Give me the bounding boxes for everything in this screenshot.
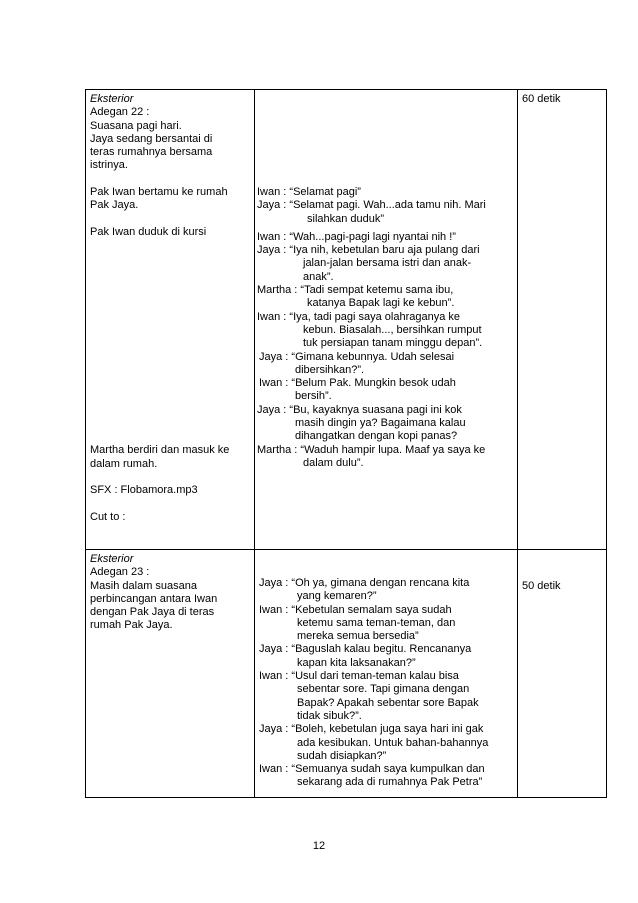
- script-table: [85, 89, 607, 798]
- scene-description-cell: [86, 550, 255, 798]
- desc-line: dengan Pak Jaya di teras: [90, 606, 215, 619]
- dialogue-entry: Iwan : “Iya, tadi pagi saya olahraganya ke kebun. Biasalah..., bersihkan rumput tuk persiapan tanam minggu depan”.: [257, 310, 483, 350]
- dialogue-entry: Iwan : “Wah...pagi-pagi lagi nyantai nih !”: [257, 230, 456, 243]
- dialogue-entry: Iwan : “Usul dari teman-teman kalau bisa sebentar sore. Tapi gimana dengan Bapak? Apakah sebentar sore Bapak tidak sibuk?”.: [259, 670, 479, 722]
- desc-line: Masih dalam suasana: [90, 579, 198, 592]
- duration: 60 detik: [522, 93, 561, 105]
- scene-location: Eksterior: [90, 553, 134, 565]
- dialogue-entry: Jaya : “Boleh, kebetulan juga saya hari ini gak ada kesibukan. Untuk bahan-bahannya sudah disiapkan?”: [259, 723, 489, 762]
- table-row: [86, 550, 607, 798]
- duration: 50 detik: [522, 580, 561, 592]
- dialogue-cell: [255, 550, 518, 798]
- dialogue-entry: Iwan : “Kebetulan semalam saya sudah ketemu sama teman-teman, dan mereka semua bersedia”: [259, 603, 456, 643]
- scene-description-cell: [86, 90, 255, 550]
- desc-line: rumah Pak Jaya.: [90, 619, 173, 632]
- table-row: [86, 90, 607, 550]
- dialogue-entry: Iwan : “Semuanya sudah saya kumpulkan dan sekarang ada di rumahnya Pak Petra”: [259, 763, 485, 789]
- action-line: Pak Jaya.: [90, 199, 139, 212]
- dialogue-entry: Iwan : “Belum Pak. Mungkin besok udah bersih”.: [259, 377, 456, 403]
- dialogue-entry: Jaya : “Iya nih, kebetulan baru aja pulang dari jalan-jalan bersama istri dan anak- anak”.: [257, 244, 480, 283]
- page-number: 12: [312, 840, 326, 852]
- dialogue-entry: Jaya : “Baguslah kalau begitu. Rencananya kapan kita laksanakan?”: [259, 643, 472, 669]
- scene-location: Eksterior: [90, 93, 134, 105]
- scene-number: Adegan 22 :: [90, 106, 150, 119]
- scene-number: Adegan 23 :: [90, 566, 150, 579]
- dialogue-entry: Iwan : “Selamat pagi”: [257, 186, 361, 198]
- dialogue-entry: Jaya : “Gimana kebunnya. Udah selesai dibersihkan?”.: [259, 350, 455, 376]
- dialogue-entry: Jaya : “Bu, kayaknya suasana pagi ini kok masih dingin ya? Bagaimana kalau dihangatkan dengan kopi panas?: [257, 403, 466, 443]
- dialogue-cell: [255, 90, 518, 550]
- transition-line: Cut to :: [90, 510, 126, 523]
- desc-line: istrinya.: [90, 159, 128, 172]
- desc-line: Suasana pagi hari.: [90, 119, 182, 132]
- sfx-line: SFX : Flobamora.mp3: [90, 484, 198, 497]
- desc-line: Jaya sedang bersantai di: [90, 132, 213, 145]
- duration-cell: [518, 90, 607, 550]
- action-line: Pak Iwan duduk di kursi: [90, 225, 207, 238]
- dialogue-entry: Martha : “Tadi sempat ketemu sama ibu, katanya Bapak lagi ke kebun”.: [257, 284, 455, 310]
- duration-cell: [518, 550, 607, 798]
- action-line: Martha berdiri dan masuk ke: [90, 444, 230, 457]
- desc-line: teras rumahnya bersama: [90, 146, 213, 159]
- dialogue-entry: Jaya : “Oh ya, gimana dengan rencana kita yang kemaren?”: [259, 577, 470, 603]
- dialogue-entry: Martha : “Waduh hampir lupa. Maaf ya saya ke dalam dulu”.: [257, 443, 486, 469]
- action-line: dalam rumah.: [90, 457, 158, 470]
- dialogue-entry: Jaya : “Selamat pagi. Wah...ada tamu nih. Mari silahkan duduk”: [257, 199, 486, 225]
- action-line: Pak Iwan bertamu ke rumah: [90, 186, 228, 199]
- desc-line: perbincangan antara Iwan: [90, 592, 218, 605]
